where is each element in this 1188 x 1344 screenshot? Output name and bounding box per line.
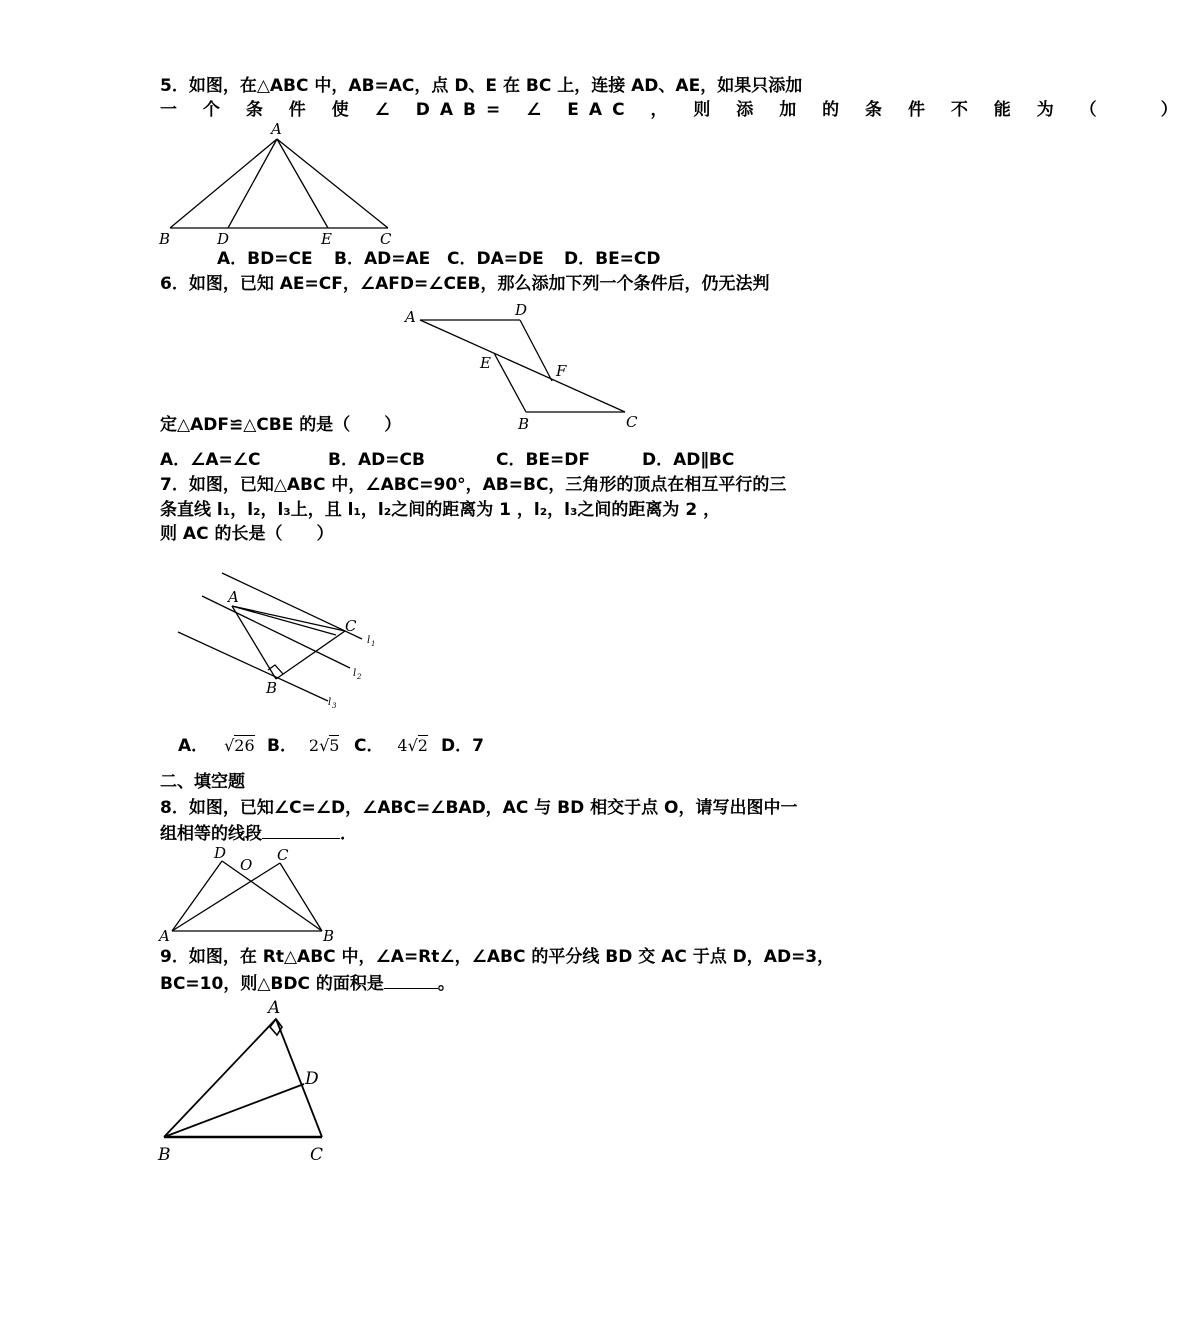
sqrt-symbol-icon: √ bbox=[319, 736, 330, 755]
q6-label-B: B bbox=[518, 415, 530, 433]
q6-figure bbox=[400, 300, 650, 435]
sqrt-symbol-icon: √ bbox=[407, 736, 418, 755]
q8-segment-AC bbox=[172, 863, 280, 931]
q7-label-A: A bbox=[228, 588, 239, 606]
q6-label-E: E bbox=[480, 354, 491, 372]
q5-option-d: D．BE=CD bbox=[564, 249, 661, 269]
q7-label-l3 bbox=[328, 697, 337, 710]
q9-text-line2: BC=10，则△BDC 的面积是 。 bbox=[160, 974, 455, 994]
q5-option-a: A．BD=CE bbox=[217, 249, 313, 269]
q5-label-E: E bbox=[321, 230, 332, 248]
q5-label-D: D bbox=[217, 230, 230, 248]
q7-text-line1: 7．如图，已知△ABC 中，∠ABC=90°，AB=BC，三角形的顶点在相互平行的三 bbox=[160, 475, 787, 495]
q9-label-C: C bbox=[310, 1145, 324, 1165]
q9-text-line1: 9．如图，在 Rt△ABC 中，∠A=Rt∠，∠ABC 的平分线 BD 交 AC 于点 D，AD=3， bbox=[160, 947, 835, 967]
q8-segment-AD bbox=[172, 861, 222, 931]
q7-option-d: D．7 bbox=[441, 736, 484, 756]
q5-text-line1: 5．如图，在△ABC 中，AB=AC，点 D、E 在 BC 上，连接 AD、AE，如果只添加 bbox=[160, 76, 803, 96]
q5-segment-AE bbox=[277, 139, 328, 228]
q5-label-C: C bbox=[380, 230, 392, 248]
q7-segment-BC bbox=[276, 631, 345, 679]
q8-label-C: C bbox=[277, 846, 289, 864]
q8-label-O: O bbox=[240, 856, 253, 874]
q5-segment-AD bbox=[228, 139, 277, 228]
q6-text-line1: 6．如图，已知 AE=CF，∠AFD=∠CEB，那么添加下列一个条件后，仍无法判 bbox=[160, 274, 770, 294]
q8-segment-CB bbox=[280, 863, 322, 931]
q6-text-line2: 定△ADF≌△CBE 的是（ ） bbox=[160, 415, 402, 435]
q7-text-line2: 条直线 l₁，l₂，l₃上，且 l₁，l₂之间的距离为 1 ，l₂，l₃之间的距离为 2 ， bbox=[160, 500, 721, 520]
q8-text-line2: 组相等的线段 ． bbox=[160, 824, 357, 844]
q5-segment-AB bbox=[170, 139, 277, 228]
svg-text:2: 2 bbox=[357, 673, 362, 681]
q7-label-B: B bbox=[266, 679, 278, 697]
q7-text-line3: 则 AC 的长是（ ） bbox=[160, 524, 334, 544]
svg-text:l: l bbox=[328, 697, 332, 708]
q7-label-l1 bbox=[367, 635, 375, 648]
q5-text-line2: 一 个 条 件 使 ∠ DAB= ∠ EAC ， 则 添 加 的 条 件 不 能 为 （ ） bbox=[160, 100, 1188, 120]
q9-segment-AB bbox=[164, 1019, 276, 1137]
q8-label-A: A bbox=[159, 927, 170, 945]
q9-label-D: D bbox=[305, 1069, 319, 1089]
section-title: 二、填空题 bbox=[160, 772, 245, 792]
svg-text:1: 1 bbox=[371, 640, 376, 648]
q5-label-A: A bbox=[271, 120, 282, 138]
q8-label-D: D bbox=[214, 844, 227, 862]
q5-label-B: B bbox=[159, 230, 171, 248]
q9-label-B: B bbox=[158, 1145, 171, 1165]
q6-option-a: A．∠A=∠C bbox=[160, 450, 261, 470]
q7-option-c: C． 4√2 bbox=[354, 736, 428, 756]
q7-line-l1 bbox=[222, 573, 362, 639]
q7-label-C: C bbox=[345, 617, 357, 635]
q7-option-b: B． 2√5 bbox=[267, 736, 340, 756]
q7-line-l2 bbox=[202, 596, 350, 668]
q9-figure bbox=[150, 995, 340, 1170]
svg-text:l: l bbox=[367, 635, 371, 646]
q6-option-c: C．BE=DF bbox=[496, 450, 591, 470]
q8-figure bbox=[150, 843, 350, 943]
q6-option-b: B．AD=CB bbox=[328, 450, 425, 470]
q6-label-C: C bbox=[626, 413, 638, 431]
q6-option-d: D．AD∥BC bbox=[642, 450, 735, 470]
q9-segment-BD bbox=[164, 1084, 304, 1137]
q6-label-A: A bbox=[405, 308, 416, 326]
q6-label-D: D bbox=[515, 301, 528, 319]
q9-label-A: A bbox=[268, 998, 281, 1018]
q5-option-b: B．AD=AE bbox=[334, 249, 431, 269]
q6-label-F: F bbox=[556, 362, 567, 380]
q6-segment-AF bbox=[420, 320, 625, 412]
q8-answer-blank[interactable] bbox=[262, 824, 340, 839]
q7-figure bbox=[170, 565, 390, 715]
q5-figure bbox=[150, 118, 410, 248]
q7-line-l3 bbox=[178, 632, 328, 701]
q6-segment-EB bbox=[494, 353, 526, 412]
q8-segment-DB bbox=[222, 861, 322, 931]
svg-text:l: l bbox=[353, 668, 357, 679]
q8-label-B: B bbox=[323, 927, 335, 945]
q8-text-line1: 8．如图，已知∠C=∠D，∠ABC=∠BAD，AC 与 BD 相交于点 O，请写出图中一 bbox=[160, 798, 798, 818]
q7-option-a: A． √26 bbox=[178, 736, 255, 756]
q9-answer-blank[interactable] bbox=[384, 974, 438, 989]
q5-segment-AC bbox=[277, 139, 388, 228]
q5-option-c: C．DA=DE bbox=[447, 249, 544, 269]
q7-label-l2 bbox=[353, 668, 362, 681]
sqrt-symbol-icon: √ bbox=[224, 736, 235, 755]
svg-text:3: 3 bbox=[332, 702, 337, 710]
